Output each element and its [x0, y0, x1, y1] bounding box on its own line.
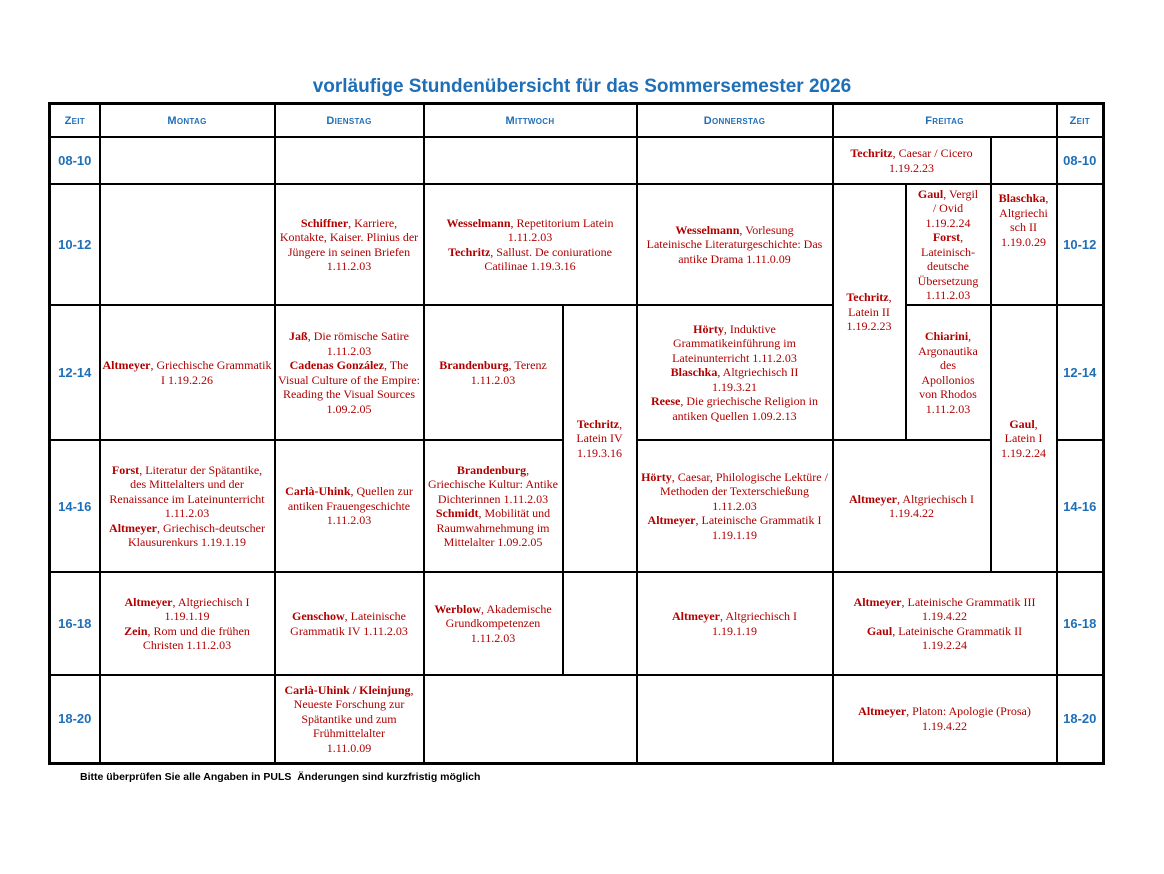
lecturer-name: Techritz: [576, 416, 620, 431]
course-cell: [637, 184, 833, 305]
lecturer-name: Blaschka: [998, 191, 1046, 205]
lecturer-name: Altmeyer: [124, 594, 173, 609]
course-cell: [275, 305, 424, 440]
course-details: , Sallust. De coniuratione Catilinae 1.19.3.16: [484, 244, 612, 273]
course-details: , Mobilität und Raumwahrnehmung im Mittelalter 1.09.2.05: [436, 506, 551, 549]
course-details: , Lateinische Grammatik I 1.19.1.19: [695, 513, 822, 542]
course-details: , Latein II 1.19.2.23: [846, 290, 892, 334]
course-cell: [563, 305, 637, 572]
lecturer-name: Jaß: [289, 329, 308, 343]
lecturer-name: Altmeyer: [672, 609, 720, 623]
lecturer-name: Gaul: [1009, 416, 1035, 431]
course-details: , Induktive Grammatikeinführung im Lateinunterricht 1.11.2.03: [672, 321, 797, 365]
course-details: , Platon: Apologie (Prosa) 1.19.4.22: [906, 704, 1031, 733]
lecturer-name: Forst: [111, 462, 140, 477]
lecturer-name: Gaul: [917, 186, 944, 201]
course-details: , Die römische Satire 1.11.2.03: [307, 329, 409, 358]
course-details: , Karriere, Kontakte, Kaiser. Plinius der Jüngere in seinen Briefen 1.11.2.03: [279, 215, 419, 273]
course-cell: [833, 137, 991, 184]
lecturer-name: Chiarini: [924, 329, 969, 343]
course-cell: [991, 305, 1057, 572]
course-details: , Argonautika des Apollonios von Rhodos 1.11.2.03: [918, 329, 978, 416]
time-label: 12-14: [1057, 305, 1104, 440]
course-details: , Lateinische Grammatik IV 1.11.2.03: [290, 609, 408, 638]
course-details: , Neueste Forschung zur Spätantike und zum Frühmittelalter 1.11.0.09: [293, 682, 414, 755]
course-details: , Altgriechi sch II 1.19.0.29: [999, 191, 1049, 249]
course-details: , Caesar, Philologische Lektüre / Methoden der Texterschießung 1.11.2.03: [660, 469, 828, 513]
lecturer-name: Zein: [124, 623, 148, 638]
lecturer-name: Altmeyer: [647, 513, 696, 528]
lecturer-name: Techritz: [448, 244, 491, 259]
course-cell: [275, 440, 424, 572]
header-donnerstag: Donnerstag: [637, 104, 833, 138]
lecturer-name: Forst: [932, 230, 961, 244]
course-details: , Griechisch-deutscher Klausurenkurs 1.19.1.19: [128, 520, 265, 549]
header-zeit-right: Zeit: [1057, 104, 1104, 138]
course-cell: [637, 305, 833, 440]
course-cell: [637, 440, 833, 572]
course-details: , Terenz 1.11.2.03: [470, 358, 547, 387]
row-08-10: [50, 137, 1104, 184]
cell-di-0810: [275, 137, 424, 184]
time-label: 08-10: [1057, 137, 1104, 184]
course-cell: [906, 184, 991, 305]
lecturer-name: Hörty: [693, 321, 724, 336]
time-label: 10-12: [1057, 184, 1104, 305]
footnote: Bitte überprüfen Sie alle Angaben in PULS Änderungen sind kurzfristig möglich: [80, 771, 481, 783]
course-cell: [833, 572, 1057, 675]
lecturer-name: Blaschka: [670, 365, 718, 380]
cell-mi-1820: [424, 675, 637, 763]
header-zeit-left: Zeit: [50, 104, 100, 138]
course-cell: [275, 675, 424, 763]
time-label: 16-18: [50, 572, 100, 675]
cell-fr-0810-empty: [991, 137, 1057, 184]
course-details: , Literatur der Spätantike, des Mittelalters und der Renaissance im Lateinunterricht 1.11.2.03: [109, 462, 265, 520]
cell-do-0810: [637, 137, 833, 184]
lecturer-name: Carlà-Uhink / Kleinjung: [284, 682, 411, 697]
course-cell: [424, 572, 563, 675]
lecturer-name: Schmidt: [435, 506, 479, 520]
header-mittwoch: Mittwoch: [424, 104, 637, 138]
course-cell: [833, 675, 1057, 763]
course-details: , Repetitorium Latein 1.11.2.03: [507, 215, 614, 244]
course-cell: [833, 184, 906, 440]
course-cell: [833, 440, 991, 572]
lecturer-name: Altmeyer: [849, 491, 897, 506]
time-label: 14-16: [1057, 440, 1104, 572]
cell-mo-0810: [100, 137, 275, 184]
course-details: , Vergil / Ovid 1.19.2.24: [925, 186, 979, 230]
lecturer-name: Altmeyer: [853, 594, 902, 609]
time-label: 12-14: [50, 305, 100, 440]
course-details: , Altgriechisch I 1.19.1.19: [164, 594, 250, 623]
header-row: [50, 104, 1104, 138]
cell-mo-1820: [100, 675, 275, 763]
course-cell: [637, 572, 833, 675]
course-details: , Latein I 1.19.2.24: [1001, 416, 1046, 460]
course-details: , Quellen zur antiken Frauengeschichte 1.11.2.03: [287, 484, 413, 528]
row-10-12: [50, 184, 1104, 305]
lecturer-name: Reese: [651, 394, 681, 409]
time-label: 16-18: [1057, 572, 1104, 675]
course-details: , Lateinische Grammatik II 1.19.2.24: [892, 623, 1023, 652]
course-details: , Rom und die frühen Christen 1.11.2.03: [142, 623, 250, 652]
course-details: , Altgriechisch I 1.19.1.19: [712, 609, 797, 638]
time-label: 08-10: [50, 137, 100, 184]
schedule-table: [48, 102, 1105, 765]
lecturer-name: Altmeyer: [102, 358, 151, 372]
course-details: , Lateinisch- deutsche Übersetzung 1.11.2.03: [917, 230, 979, 302]
lecturer-name: Cadenas González: [289, 358, 384, 372]
time-label: 18-20: [1057, 675, 1104, 763]
lecturer-name: Brandenburg: [439, 358, 509, 372]
course-cell: [424, 440, 563, 572]
course-details: , Akademische Grundkompetenzen 1.11.2.03: [445, 601, 552, 645]
header-montag: Montag: [100, 104, 275, 138]
cell-mi-0810: [424, 137, 637, 184]
course-cell: [275, 572, 424, 675]
course-details: , Lateinische Grammatik III 1.19.4.22: [901, 594, 1036, 623]
time-label: 10-12: [50, 184, 100, 305]
cell-mo-1012: [100, 184, 275, 305]
lecturer-name: Wesselmann: [446, 215, 511, 230]
course-cell: [100, 440, 275, 572]
course-details: , The Visual Culture of the Empire: Reading the Visual Sources 1.09.2.05: [278, 358, 420, 416]
course-details: , Griechische Kultur: Antike Dichterinnen 1.11.2.03: [428, 462, 558, 506]
course-details: , Vorlesung Lateinische Literaturgeschichte: Das antike Drama 1.11.0.09: [646, 222, 823, 266]
lecturer-name: Schiffner: [300, 215, 349, 230]
course-cell: [991, 184, 1057, 305]
header-freitag: Freitag: [833, 104, 1057, 138]
lecturer-name: Techritz: [850, 146, 893, 160]
lecturer-name: Altmeyer: [109, 520, 158, 535]
lecturer-name: Genschow: [292, 609, 345, 623]
row-16-18: [50, 572, 1104, 675]
course-cell: [424, 305, 563, 440]
row-18-20: [50, 675, 1104, 763]
course-details: , Griechische Grammatik I 1.19.2.26: [150, 358, 272, 387]
course-details: , Altgriechisch I 1.19.4.22: [889, 491, 974, 520]
lecturer-name: Techritz: [846, 290, 889, 305]
lecturer-name: Hörty: [641, 469, 672, 484]
lecturer-name: Altmeyer: [858, 704, 907, 719]
course-details: , Die griechische Religion in antiken Quellen 1.09.2.13: [672, 394, 818, 423]
lecturer-name: Brandenburg: [456, 462, 527, 477]
row-12-14: [50, 305, 1104, 440]
cell-do-1820: [637, 675, 833, 763]
course-details: , Latein IV 1.19.3.16: [576, 416, 623, 460]
course-details: , Altgriechisch II 1.19.3.21: [712, 365, 799, 394]
lecturer-name: Gaul: [866, 623, 893, 638]
cell-mi2-1618-empty: [563, 572, 637, 675]
lecturer-name: Werblow: [434, 601, 481, 616]
time-label: 18-20: [50, 675, 100, 763]
course-cell: [100, 572, 275, 675]
course-details: , Caesar / Cicero 1.19.2.23: [889, 146, 973, 175]
page-title: vorläufige Stundenübersicht für das Sommersemester 2026: [312, 76, 852, 97]
course-cell: [424, 184, 637, 305]
course-cell: [100, 305, 275, 440]
course-cell: [906, 305, 991, 440]
course-cell: [275, 184, 424, 305]
time-label: 14-16: [50, 440, 100, 572]
header-dienstag: Dienstag: [275, 104, 424, 138]
lecturer-name: Carlà-Uhink: [285, 484, 351, 499]
lecturer-name: Wesselmann: [675, 222, 740, 237]
